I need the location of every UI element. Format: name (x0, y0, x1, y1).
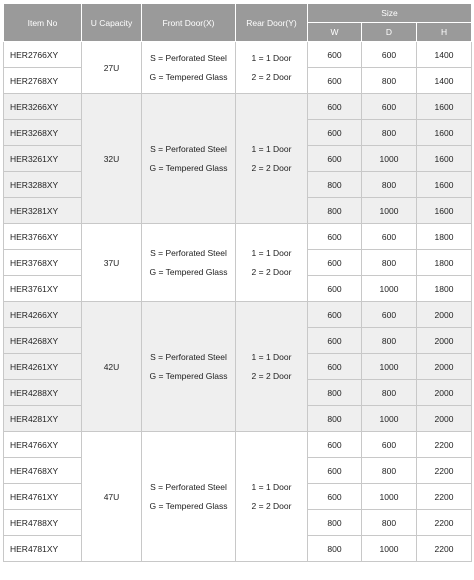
size-h-cell: 1600 (417, 198, 472, 224)
front-door-cell (142, 302, 236, 432)
size-w-cell: 600 (308, 120, 362, 146)
size-d-cell: 800 (362, 68, 417, 94)
size-h-cell: 2200 (417, 536, 472, 562)
size-w-cell: 600 (308, 276, 362, 302)
size-w-cell: 800 (308, 198, 362, 224)
u-capacity-cell: 42U (82, 302, 142, 432)
item-no-cell: HER4288XY (4, 380, 82, 406)
item-no-cell: HER3768XY (4, 250, 82, 276)
size-d-cell: 600 (362, 432, 417, 458)
table-row (4, 432, 472, 458)
u-capacity-cell: 27U (82, 42, 142, 94)
item-no-cell: HER4268XY (4, 328, 82, 354)
rear-door-cell (236, 42, 308, 94)
size-w-cell: 600 (308, 484, 362, 510)
item-no-cell: HER2766XY (4, 42, 82, 68)
size-d-cell: 600 (362, 302, 417, 328)
item-no-cell: HER4261XY (4, 354, 82, 380)
rear-door-option: 2 = 2 Door (251, 266, 292, 277)
size-d-cell: 600 (362, 42, 417, 68)
size-h-cell: 1600 (417, 94, 472, 120)
table-row (4, 42, 472, 68)
size-w-cell: 600 (308, 146, 362, 172)
header-item-no: Item No (4, 4, 82, 42)
size-w-cell: 600 (308, 224, 362, 250)
size-h-cell: 2000 (417, 302, 472, 328)
header-size-d: D (362, 23, 417, 42)
rear-door-cell (236, 302, 308, 432)
front-door-cell (142, 94, 236, 224)
front-door-option: S = Perforated Steel (150, 351, 227, 362)
front-door-cell (142, 42, 236, 94)
front-door-option: S = Perforated Steel (150, 52, 227, 63)
front-door-option: S = Perforated Steel (150, 481, 227, 492)
item-no-cell: HER4788XY (4, 510, 82, 536)
size-d-cell: 1000 (362, 536, 417, 562)
rear-door-option: 2 = 2 Door (251, 71, 292, 82)
size-w-cell: 600 (308, 250, 362, 276)
size-d-cell: 1000 (362, 146, 417, 172)
rear-door-cell (236, 432, 308, 562)
rear-door-cell (236, 224, 308, 302)
size-w-cell: 600 (308, 458, 362, 484)
size-h-cell: 2000 (417, 380, 472, 406)
size-w-cell: 800 (308, 510, 362, 536)
front-door-option: S = Perforated Steel (150, 143, 227, 154)
size-d-cell: 800 (362, 510, 417, 536)
size-d-cell: 600 (362, 94, 417, 120)
front-door-option: G = Tempered Glass (149, 370, 228, 381)
u-capacity-cell: 37U (82, 224, 142, 302)
size-w-cell: 800 (308, 172, 362, 198)
front-door-option: G = Tempered Glass (149, 162, 228, 173)
item-no-cell: HER4761XY (4, 484, 82, 510)
item-no-cell: HER3261XY (4, 146, 82, 172)
size-h-cell: 2000 (417, 406, 472, 432)
header-size: Size (308, 4, 472, 23)
u-capacity-cell: 47U (82, 432, 142, 562)
front-door-option: G = Tempered Glass (149, 71, 228, 82)
item-no-cell: HER3766XY (4, 224, 82, 250)
table-header (4, 4, 472, 42)
size-w-cell: 600 (308, 68, 362, 94)
size-h-cell: 1600 (417, 172, 472, 198)
item-no-cell: HER4781XY (4, 536, 82, 562)
size-h-cell: 1400 (417, 68, 472, 94)
size-h-cell: 1600 (417, 120, 472, 146)
size-w-cell: 600 (308, 42, 362, 68)
item-no-cell: HER4281XY (4, 406, 82, 432)
size-d-cell: 600 (362, 224, 417, 250)
size-w-cell: 600 (308, 328, 362, 354)
size-h-cell: 1600 (417, 146, 472, 172)
rear-door-option: 1 = 1 Door (251, 247, 292, 258)
header-size-h: H (417, 23, 472, 42)
size-d-cell: 1000 (362, 198, 417, 224)
item-no-cell: HER3268XY (4, 120, 82, 146)
item-no-cell: HER4766XY (4, 432, 82, 458)
rear-door-option: 2 = 2 Door (251, 370, 292, 381)
rear-door-option: 1 = 1 Door (251, 52, 292, 63)
header-front-door: Front Door(X) (142, 4, 236, 42)
rear-door-option: 2 = 2 Door (251, 500, 292, 511)
size-h-cell: 2200 (417, 484, 472, 510)
table-body (4, 42, 472, 562)
size-d-cell: 800 (362, 458, 417, 484)
header-size-w: W (308, 23, 362, 42)
size-d-cell: 1000 (362, 406, 417, 432)
size-w-cell: 600 (308, 302, 362, 328)
size-d-cell: 1000 (362, 276, 417, 302)
spec-table-container (3, 3, 472, 562)
size-w-cell: 800 (308, 536, 362, 562)
size-h-cell: 2000 (417, 354, 472, 380)
table-row (4, 302, 472, 328)
front-door-cell (142, 432, 236, 562)
rack-spec-table (3, 3, 472, 562)
rear-door-option: 1 = 1 Door (251, 481, 292, 492)
item-no-cell: HER3288XY (4, 172, 82, 198)
size-w-cell: 600 (308, 432, 362, 458)
size-d-cell: 800 (362, 380, 417, 406)
header-u-capacity: U Capacity (82, 4, 142, 42)
item-no-cell: HER3761XY (4, 276, 82, 302)
u-capacity-cell: 32U (82, 94, 142, 224)
size-d-cell: 800 (362, 250, 417, 276)
size-h-cell: 2000 (417, 328, 472, 354)
item-no-cell: HER4768XY (4, 458, 82, 484)
size-w-cell: 600 (308, 94, 362, 120)
size-h-cell: 2200 (417, 510, 472, 536)
size-w-cell: 800 (308, 380, 362, 406)
item-no-cell: HER2768XY (4, 68, 82, 94)
item-no-cell: HER3281XY (4, 198, 82, 224)
front-door-option: S = Perforated Steel (150, 247, 227, 258)
table-row (4, 94, 472, 120)
rear-door-option: 1 = 1 Door (251, 351, 292, 362)
size-h-cell: 1400 (417, 42, 472, 68)
size-d-cell: 1000 (362, 354, 417, 380)
front-door-option: G = Tempered Glass (149, 266, 228, 277)
rear-door-cell (236, 94, 308, 224)
size-d-cell: 800 (362, 172, 417, 198)
item-no-cell: HER4266XY (4, 302, 82, 328)
front-door-cell (142, 224, 236, 302)
size-d-cell: 800 (362, 328, 417, 354)
size-h-cell: 2200 (417, 432, 472, 458)
rear-door-option: 1 = 1 Door (251, 143, 292, 154)
rear-door-option: 2 = 2 Door (251, 162, 292, 173)
size-d-cell: 1000 (362, 484, 417, 510)
size-h-cell: 1800 (417, 224, 472, 250)
header-rear-door: Rear Door(Y) (236, 4, 308, 42)
table-row (4, 224, 472, 250)
size-h-cell: 2200 (417, 458, 472, 484)
size-h-cell: 1800 (417, 276, 472, 302)
size-w-cell: 600 (308, 354, 362, 380)
front-door-option: G = Tempered Glass (149, 500, 228, 511)
size-h-cell: 1800 (417, 250, 472, 276)
size-w-cell: 800 (308, 406, 362, 432)
item-no-cell: HER3266XY (4, 94, 82, 120)
size-d-cell: 800 (362, 120, 417, 146)
